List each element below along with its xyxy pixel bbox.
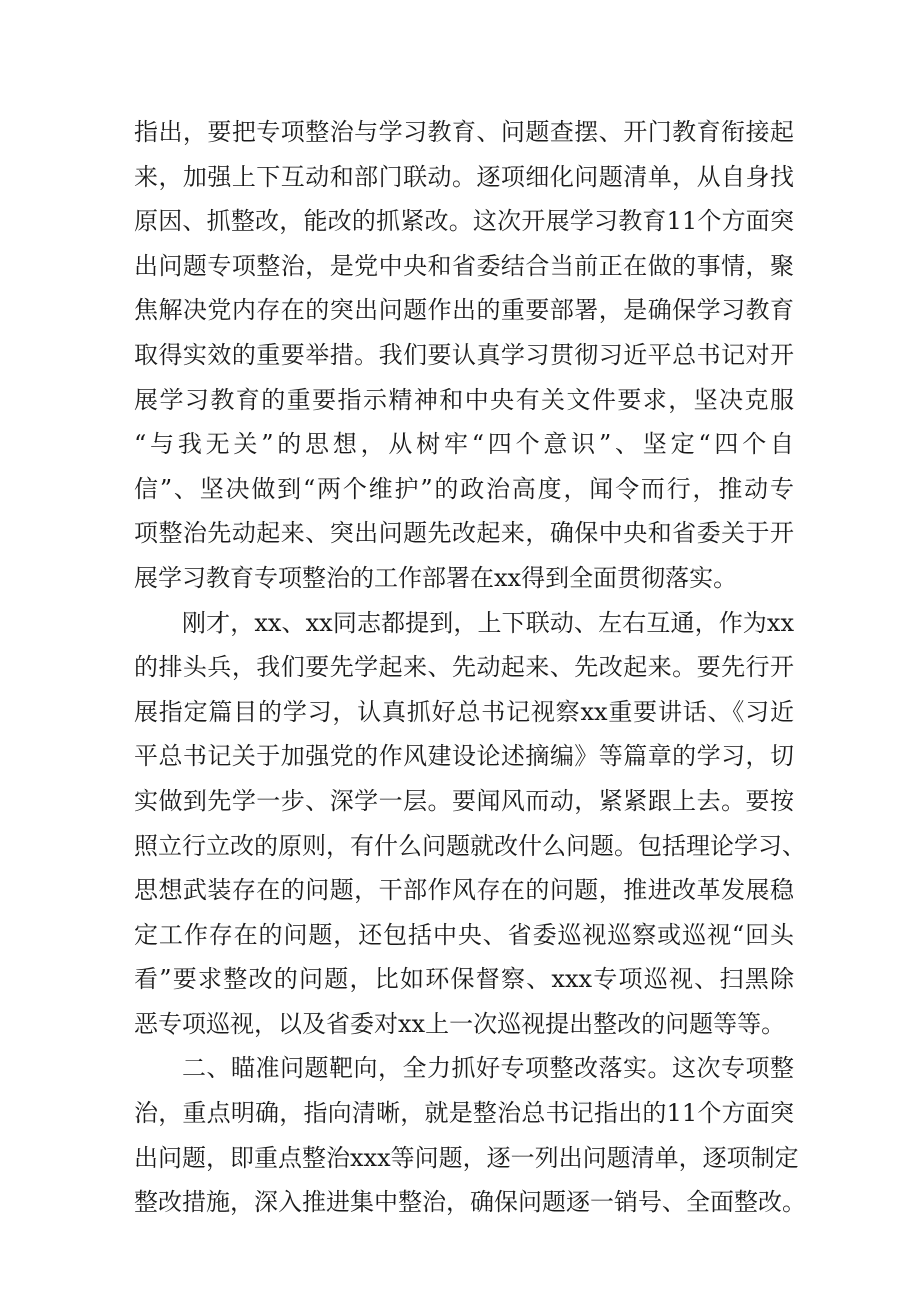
- text-line: 看”要求整改的问题，比如环保督察、xxx专项巡视、扫黑除: [134, 965, 794, 994]
- text-line: 原因、抓整改，能改的抓紧改。这次开展学习教育11个方面突: [134, 207, 794, 236]
- text-line: 取得实效的重要举措。我们要认真学习贯彻习近平总书记对开: [134, 340, 794, 369]
- text-line: 二、瞄准问题靶向，全力抓好专项整改落实。这次专项整: [182, 1054, 794, 1083]
- text-line: 展学习教育专项整治的工作部署在xx得到全面贯彻落实。: [134, 563, 738, 592]
- text-line: 出问题，即重点整治xxx等问题，逐一列出问题清单，逐项制定: [134, 1143, 799, 1172]
- text-line: 思想武装存在的问题，干部作风存在的问题，推进改革发展稳: [134, 876, 794, 905]
- text-line: 展指定篇目的学习，认真抓好总书记视察xx重要讲话、《习近: [134, 697, 794, 726]
- text-line: 治，重点明确，指向清晰，就是整治总书记指出的11个方面突: [134, 1099, 794, 1128]
- text-line: 来，加强上下互动和部门联动。逐项细化问题清单，从自身找: [134, 162, 794, 191]
- text-line: 项整治先动起来、突出问题先改起来，确保中央和省委关于开: [134, 519, 794, 548]
- text-line: 整改措施，深入推进集中整治，确保问题逐一销号、全面整改。: [134, 1188, 806, 1217]
- paragraph: [134, 601, 806, 1047]
- text-line: 出问题专项整治，是党中央和省委结合当前正在做的事情，聚: [134, 251, 794, 280]
- paragraph: [134, 1046, 806, 1224]
- body-text: [134, 110, 806, 1225]
- text-line: 平总书记关于加强党的作风建设论述摘编》等篇章的学习，切: [134, 742, 794, 771]
- text-line: 信”、坚决做到“两个维护”的政治高度，闻令而行，推动专: [134, 474, 794, 503]
- text-line: 照立行立改的原则，有什么问题就改什么问题。包括理论学习、: [134, 831, 806, 860]
- text-line: 恶专项巡视，以及省委对xx上一次巡视提出整改的问题等等。: [134, 1009, 786, 1038]
- text-line: 的排头兵，我们要先学起来、先动起来、先改起来。要先行开: [134, 653, 794, 682]
- text-line: “与我无关”的思想，从树牢“四个意识”、坚定“四个自: [134, 430, 794, 459]
- text-line: 刚才，xx、xx同志都提到，上下联动、左右互通，作为xx: [182, 608, 794, 637]
- text-line: 定工作存在的问题，还包括中央、省委巡视巡察或巡视“回头: [134, 920, 794, 949]
- text-line: 指出，要把专项整治与学习教育、问题查摆、开门教育衔接起: [134, 118, 794, 146]
- paragraph: [134, 110, 794, 601]
- text-line: 焦解决党内存在的突出问题作出的重要部署，是确保学习教育: [134, 296, 794, 325]
- text-line: 实做到先学一步、深学一层。要闻风而动，紧紧跟上去。要按: [134, 786, 794, 815]
- text-line: 展学习教育的重要指示精神和中央有关文件要求，坚决克服: [134, 385, 794, 414]
